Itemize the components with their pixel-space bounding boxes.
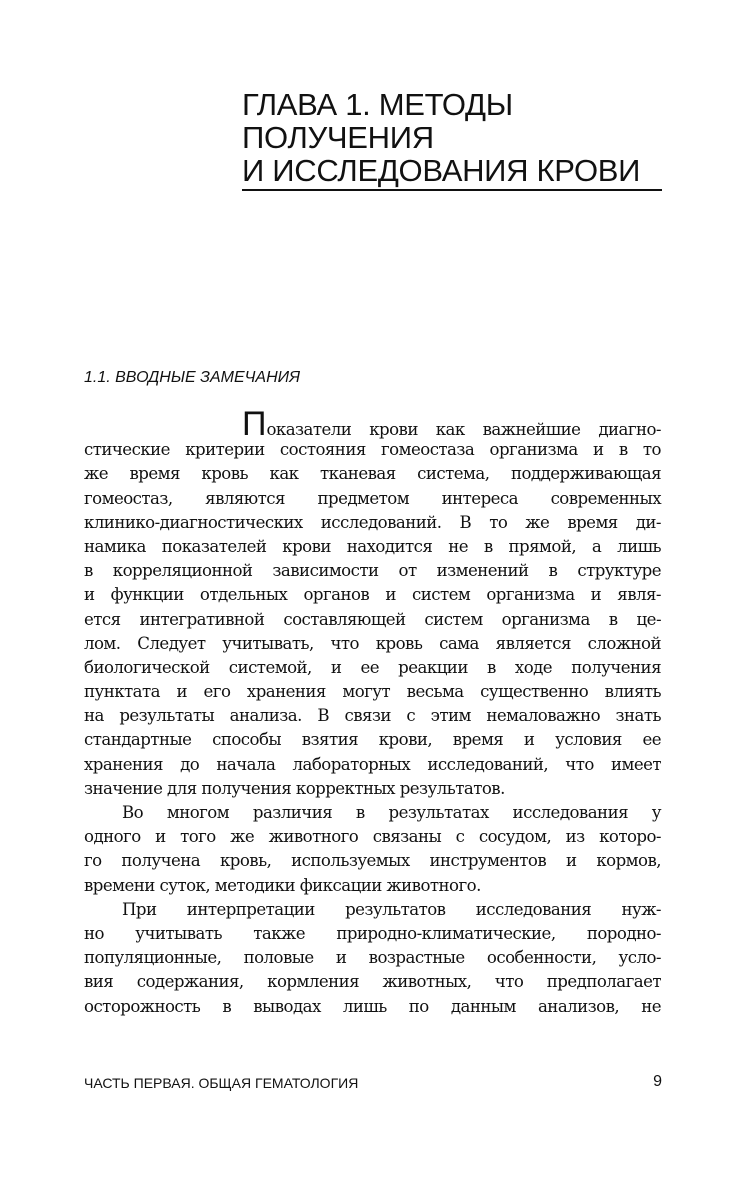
text-line: го получена кровь, используемых инструментов и кормов, bbox=[84, 851, 661, 871]
section-heading: 1.1. ВВОДНЫЕ ЗАМЕЧАНИЯ bbox=[84, 369, 300, 386]
text-line: одного и того же животного связаны с сосудом, из которо- bbox=[84, 827, 661, 847]
text-line: пунктата и его хранения могут весьма существенно влиять bbox=[84, 682, 661, 702]
text-line: осторожность в выводах лишь по данным анализов, не bbox=[84, 996, 661, 1016]
text-line: значение для получения корректных результатов. bbox=[84, 778, 505, 798]
text-line: ется интегративной составляющей систем организма в це- bbox=[84, 609, 661, 629]
running-footer: ЧАСТЬ ПЕРВАЯ. ОБЩАЯ ГЕМАТОЛОГИЯ bbox=[84, 1075, 359, 1091]
text-line: намика показателей крови находится не в прямой, а лишь bbox=[84, 536, 661, 556]
body-text bbox=[84, 405, 661, 1019]
text-line: клинико-диагностических исследований. В то же время ди- bbox=[84, 512, 661, 532]
text-line: времени суток, методики фиксации животного. bbox=[84, 875, 481, 895]
text-line: вия содержания, кормления животных, что предполагает bbox=[84, 972, 661, 992]
text-line: хранения до начала лабораторных исследований, что имеет bbox=[84, 754, 661, 774]
text-line: в корреляционной зависимости от изменений в структуре bbox=[84, 561, 661, 581]
text-line: популяционные, половые и возрастные особенности, усло- bbox=[84, 948, 661, 968]
drop-cap: П bbox=[242, 405, 267, 443]
text-line: лом. Следует учитывать, что кровь сама является сложной bbox=[84, 633, 661, 653]
text-line: стические критерии состояния гомеостаза организма и в то bbox=[84, 440, 661, 460]
text-line: стандартные способы взятия крови, время и условия ее bbox=[84, 730, 661, 750]
chapter-title-line: ПОЛУЧЕНИЯ bbox=[242, 120, 434, 155]
text-line: Во многом различия в результатах исследования у bbox=[122, 803, 661, 822]
chapter-title-line: ГЛАВА 1. МЕТОДЫ bbox=[242, 87, 513, 122]
text-line: Показатели крови как важнейшие диагно- bbox=[242, 405, 661, 443]
text-line: на результаты анализа. В связи с этим немаловажно знать bbox=[84, 706, 661, 726]
text-line: биологической системой, и ее реакции в ходе получения bbox=[84, 657, 661, 677]
title-divider bbox=[242, 189, 662, 191]
text-line: и функции отдельных органов и систем организма и явля- bbox=[84, 585, 661, 605]
text-line: же время кровь как тканевая система, поддерживающая bbox=[84, 464, 661, 484]
text-line: но учитывать также природно-климатические, породно- bbox=[84, 923, 661, 943]
chapter-title bbox=[242, 88, 662, 187]
text-line: гомеостаз, являются предметом интереса современных bbox=[84, 488, 661, 508]
page-number: 9 bbox=[653, 1073, 662, 1090]
text-line: При интерпретации результатов исследования нуж- bbox=[122, 899, 661, 919]
chapter-title-line: И ИССЛЕДОВАНИЯ КРОВИ bbox=[242, 153, 641, 188]
